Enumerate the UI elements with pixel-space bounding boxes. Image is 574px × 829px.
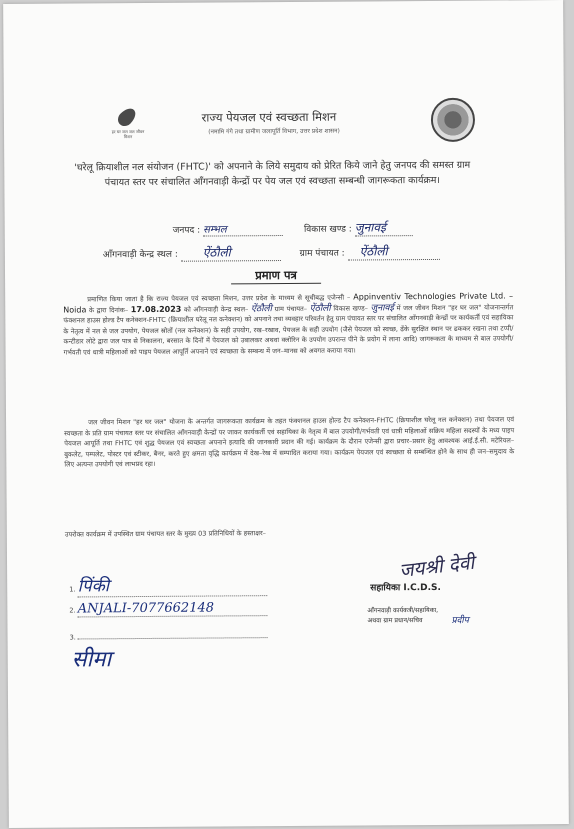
signature-row-3 (69, 627, 289, 642)
signature-number: 3. (69, 633, 76, 642)
centre-name-handwritten: ऐंठौली (250, 303, 272, 314)
official-designation-1: आँगनवाड़ी कार्यकत्री/सहायिका, (367, 606, 439, 615)
district-label: जनपद : (172, 225, 201, 236)
signatories-intro: उपरोक्त कार्यक्रम में उपस्थित ग्राम पंचायत स्तर के मुख्य 03 प्रतिनिधियों के हस्ताक्षर– (64, 529, 266, 539)
district-row (173, 218, 413, 238)
signature-row-2 (69, 600, 289, 618)
signature-number: 2. (69, 606, 76, 615)
block-label: विकास खण्ड : (303, 224, 352, 235)
block-name-handwritten: जुनावई (370, 302, 394, 313)
certificate-heading: प्रमाण पत्र (231, 268, 321, 285)
jal-jeevan-mission-logo (108, 107, 148, 157)
document-page (3, 0, 569, 828)
stamp-handwritten-tail: प्रदीप (451, 615, 469, 626)
official-designation-2: अथवा ग्राम प्रधान/सचिव (367, 617, 423, 625)
panchayat-value: ऐंठौली (359, 244, 388, 259)
signature-2: ANJALI-7077662148 (78, 600, 268, 617)
panchayat-name-handwritten: ऐंठौली (309, 303, 331, 314)
certificate-paragraph-2: जल जीवन मिशन "हर घर जल" योजना के अन्तर्गत जागरूकता कार्यक्रम के तहत फंक्शनल हाउस होल्ड टैप कनेक्शन-FHTC (क्रियाशील घरेलू नल कनेक्शन) तथा पेयजल एवं स्वच्छता के प्रति ग्राम पंचायत स्तर पर संचालित आँगनवाड़ी केन्द्रों पर जाकर कार्यकर्ती एवं सहायिका के नेतृत्व में बाल उपयोगी/गर्भवती एवं धात्री महिलाओं सक्रिय महिला सदस्यों के मध्य पाइप पेयजल आपूर्ति तथा FHTC एवं शुद्ध पेयजल एवं स्वच्छता अपनाने इत्यादि की जानकारी प्रदान की गई। कार्यक्रम के दौरान एजेन्सी द्वारा प्रचार–प्रसार हेतु आवश्यक आई.ई.सी. मटेरियल–बुकलेट, पम्पलेट, पोस्टर एवं स्टीकर, बैनर, करते हुए क्षमता वृद्धि कार्यक्रम में देख–रेख में सम्पादित कराया गया। कार्यक्रम पेयजल एवं स्वच्छता से सम्बन्धित होने के साथ ही जन–समुदाय के लिए अत्यन्त उपयोगी एवं लाभप्रद रहा। (64, 415, 515, 469)
certificate-paragraph-1 (63, 291, 513, 357)
programme-description: 'घरेलू क्रियाशील नल संयोजन (FHTC)' को अपनाने के लिये समुदाय को प्रेरित किये जाने हेतु जनपद की समस्त ग्राम पंचायत स्तर पर संचालित आँगनवाड़ी केन्द्रों पर पेय जल एवं स्वच्छता सम्बन्धी जागरूकता कार्यक्रम। (74, 159, 471, 189)
signature-number: 1. (69, 585, 76, 594)
para1-text-e: विकास खण्ड– (333, 303, 368, 313)
centre-value: ऐंठौली (202, 245, 231, 260)
signature-1: पिंकी (78, 572, 268, 597)
para1-text-a: प्रमाणित किया जाता है कि राज्य पेयजल एवं स्वच्छता मिशन, उत्तर प्रदेश के माध्यम से सूचीबद्ध एजेन्सी – (87, 293, 351, 304)
official-signature: जयश्री देवी (398, 551, 476, 583)
agency-name: Appinventiv Technologies Private Ltd. – Noida (63, 291, 514, 315)
official-stamp: सहायिका I.C.D.S. (370, 582, 441, 594)
water-drop-icon (115, 105, 139, 129)
district-value: सम्भल (203, 224, 227, 236)
para1-text-b: के द्वारा दिनांक– (88, 305, 129, 314)
event-date: 17.08.2023 (130, 304, 182, 314)
page-title: राज्य पेयजल एवं स्वच्छता मिशन (201, 109, 337, 125)
page-subtitle: (नमामि गंगे तथा ग्रामीण जलापूर्ति विभाग, उत्तर प्रदेश शासन) (208, 127, 340, 136)
panchayat-label: ग्राम पंचायत : (299, 248, 345, 259)
para1-text-c: को आँगनवाड़ी केन्द्र स्थल– (183, 304, 249, 314)
signature-row-1 (69, 572, 289, 598)
block-value: जुनावई (354, 220, 386, 235)
centre-row (103, 242, 440, 262)
centre-label: आँगनवाड़ी केन्द्र स्थल : (102, 249, 178, 261)
up-government-emblem (431, 98, 475, 142)
para1-text-d: ग्राम पंचायत– (274, 304, 308, 313)
signature-3: सीमा (71, 647, 112, 673)
para1-text-f: में जल जीवन मिशन "हर घर जल" योजनान्तर्गत फंक्शनल हाउस होल्ड टैप कनेक्शन-FHTC (क्रियाशील घरेलू नल कनेक्शन) को अपनाने तथा व्यवहार परिवर्तन हेतु ग्राम पंचायत स्तर पर संचालित आँगनवाड़ी केन्द्रों पर कार्यकर्ती एवं सहायिका के नेतृत्व में नल से जल उपयोग, पेयजल स्रोतों (नल कनेक्शन) के सही उपयोग, रख–रखाव, पेयजल के सही उपयोग (जैसे पेयजल को स्वच्छ, ढँके सुरक्षित स्थान पर ढककर रखना तथा टप्पी/कन्टीडार लोटे द्वारा जल पात्र से निकालना, बरसात के दिनों में पेयजल को उबालकर अथवा क्लोरिन के उपयोग उपरान्त पीने के प्रयोग में लाना आदि) जागरूकता के माध्यम से बाल उपयोगी/गर्भवती एवं धात्री महिलाओं को पाइप पेयजल आपूर्ति अपनाने एवं स्वच्छता के सम्बन्ध में जन–मानस को अवगत कराया गया। (63, 302, 514, 357)
logo-caption: हर घर जल जल जीवन मिशन (111, 128, 145, 140)
